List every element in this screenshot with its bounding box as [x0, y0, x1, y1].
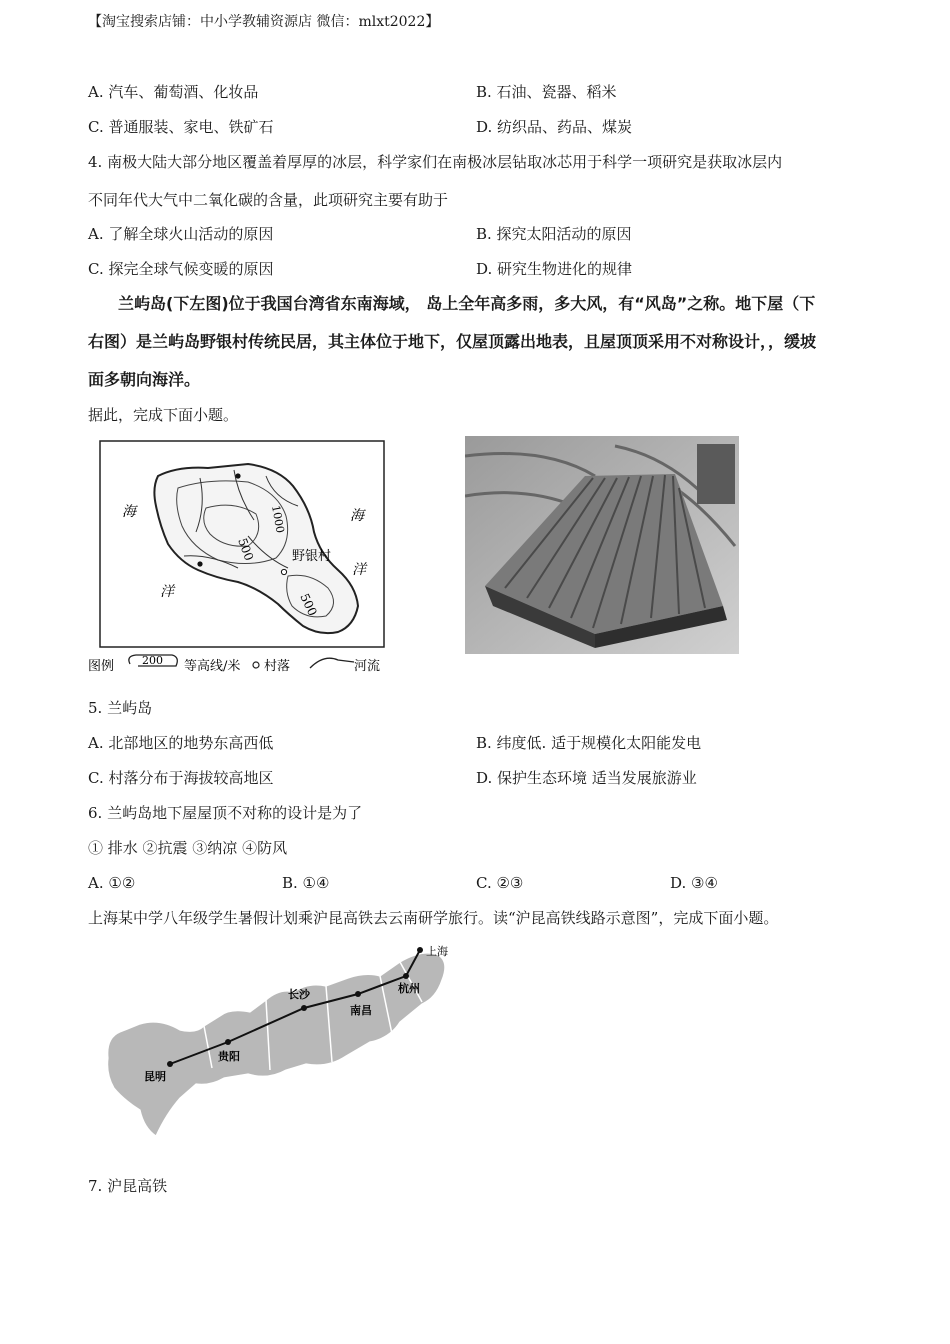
q4-stem-line2: 不同年代大气中二氧化碳的含量，此项研究主要有助于: [88, 191, 449, 209]
legend-village-symbol: [253, 662, 259, 668]
station-hangzhou: [403, 973, 409, 979]
legend-village-label: 村落: [264, 659, 291, 674]
q6-option-c: C. ②③: [476, 874, 524, 892]
village-dot: [281, 569, 286, 574]
passage-line1: 兰屿岛(下左图)位于我国台湾省东南海域， 岛上全年高多雨，多大风，有“风岛”之称。地下屋（下: [118, 294, 816, 313]
q3-option-a: A. 汽车、葡萄酒、化妆品: [88, 83, 259, 101]
sea-label-left-1: 海: [122, 504, 136, 520]
q3-option-c: C. 普通服装、家电、铁矿石: [88, 118, 274, 136]
legend-contour-label: 等高线/米: [184, 659, 241, 674]
sea-label-right-2: 洋: [352, 562, 366, 578]
sea-label-right-1: 海: [350, 508, 364, 524]
q5-option-c: C. 村落分布于海拔较高地区: [88, 769, 274, 787]
village-dot: [197, 561, 202, 566]
station-changsha: [301, 1005, 307, 1011]
lanyu-island-map: [88, 436, 418, 678]
contour-label-500: 500: [235, 536, 257, 563]
passage-line2: 右图）是兰屿岛野银村传统民居，其主体位于地下，仅屋顶露出地表，且屋顶顶采用不对称设计，，缓坡: [88, 332, 817, 351]
q4-option-b: B. 探究太阳活动的原因: [476, 225, 632, 243]
station-guiyang: [225, 1039, 231, 1045]
q5-option-b: B. 纬度低. 适于规模化太阳能发电: [476, 734, 702, 752]
city-label-guiyang: 贵阳: [218, 1050, 240, 1063]
passage-instruction: 据此，完成下面小题。: [88, 406, 239, 424]
q3-option-d: D. 纺织品、药品、煤炭: [476, 118, 633, 136]
station-shanghai: [417, 947, 423, 953]
passage-line3: 面多朝向海洋。: [88, 370, 201, 389]
legend-title: 图例: [88, 659, 115, 674]
q4-option-d: D. 研究生物进化的规律: [476, 260, 633, 278]
q6-items: ① 排水 ②抗震 ③纳凉 ④防风: [88, 839, 288, 857]
city-label-hangzhou: 杭州: [398, 982, 420, 995]
city-label-shanghai: 上海: [426, 945, 448, 958]
contour-label-1000: 1000: [269, 504, 287, 535]
q3-option-b: B. 石油、瓷器、稻米: [476, 83, 617, 101]
q6-option-a: A. ①②: [88, 874, 136, 892]
huk-rail-map: [100, 938, 470, 1140]
sea-label-left-2: 洋: [160, 584, 174, 600]
legend-river-label: 河流: [354, 659, 381, 674]
legend-contour-value: 200: [142, 654, 163, 667]
underground-house-photo: [465, 436, 739, 654]
legend-river-symbol: [310, 658, 354, 668]
q7-intro: 上海某中学八年级学生暑假计划乘沪昆高铁去云南研学旅行。读“沪昆高铁线路示意图”，完成下面小题。: [88, 909, 779, 927]
station-kunming: [167, 1061, 173, 1067]
station-nanchang: [355, 991, 361, 997]
q4-stem-line1: 4. 南极大陆大部分地区覆盖着厚厚的冰层，科学家们在南极冰层钻取冰芯用于科学一项研究是获取冰层内: [88, 153, 783, 171]
q6-option-d: D. ③④: [670, 874, 718, 892]
q4-option-a: A. 了解全球火山活动的原因: [88, 225, 274, 243]
q5-stem: 5. 兰屿岛: [88, 699, 153, 717]
city-label-nanchang: 南昌: [350, 1004, 372, 1017]
q6-stem: 6. 兰屿岛地下屋屋顶不对称的设计是为了: [88, 804, 363, 822]
city-label-changsha: 长沙: [288, 988, 310, 1001]
page-header: 【淘宝搜索店铺：中小学教辅资源店 微信：mlxt2022】: [88, 14, 440, 30]
contour-label-500: 500: [297, 591, 320, 619]
q5-option-a: A. 北部地区的地势东高西低: [88, 734, 274, 752]
q7-stem: 7. 沪昆高铁: [88, 1177, 168, 1195]
q5-option-d: D. 保护生态环境 适当发展旅游业: [476, 769, 697, 787]
q4-option-c: C. 探完全球气候变暖的原因: [88, 260, 274, 278]
city-label-kunming: 昆明: [144, 1070, 166, 1083]
village-dot: [235, 473, 240, 478]
village-label-yeyin: 野银村: [292, 549, 332, 564]
q6-option-b: B. ①④: [282, 874, 330, 892]
